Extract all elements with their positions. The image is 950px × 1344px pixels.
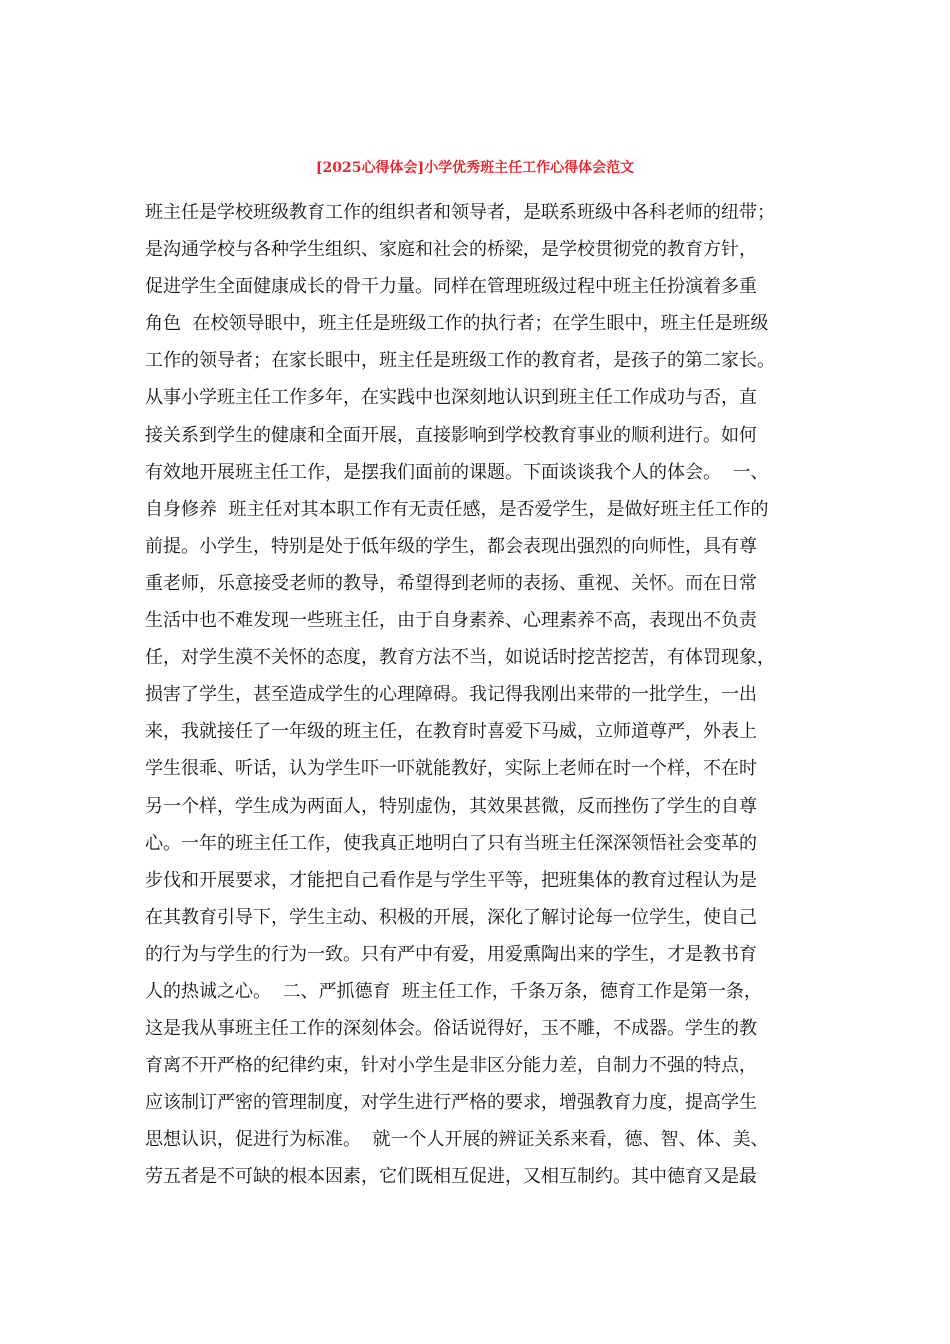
- body-text-line: 这是我从事班主任工作的深刻体会。俗话说得好，玉不雕，不成器。学生的教: [145, 1018, 757, 1040]
- body-text-line: 前提。小学生，特别是处于低年级的学生，都会表现出强烈的向师性，具有尊: [145, 535, 757, 557]
- body-text-line: 自身修养 班主任对其本职工作有无责任感，是否爱学生，是做好班主任工作的: [145, 498, 769, 520]
- body-text-line: 人的热诚之心。 二、严抓德育 班主任工作，千条万条，德育工作是第一条，: [145, 980, 762, 1002]
- body-text-line: 促进学生全面健康成长的骨干力量。同样在管理班级过程中班主任扮演着多重: [145, 276, 757, 298]
- body-text-line: 学生很乖、听话，认为学生吓一吓就能教好，实际上老师在时一个样，不在时: [145, 758, 757, 780]
- body-text-line: 从事小学班主任工作多年，在实践中也深刻地认识到班主任工作成功与否，直: [145, 387, 757, 409]
- body-text-line: 步伐和开展要求，才能把自己看作是与学生平等，把班集体的教育过程认为是: [145, 869, 757, 891]
- body-text-line: 角色 在校领导眼中，班主任是班级工作的执行者；在学生眼中，班主任是班级: [145, 313, 769, 335]
- document-body: [145, 194, 805, 1196]
- body-text-line: 在其教育引导下，学生主动、积极的开展，深化了解讨论每一位学生，使自己: [145, 906, 757, 928]
- body-text-line: 接关系到学生的健康和全面开展，直接影响到学校教育事业的顺利进行。如何: [145, 424, 757, 446]
- body-text-line: 重老师，乐意接受老师的教导，希望得到老师的表扬、重视、关怀。而在日常: [145, 572, 757, 594]
- body-text-line: 工作的领导者；在家长眼中，班主任是班级工作的教育者，是孩子的第二家长。: [145, 350, 775, 372]
- body-text-line: 的行为与学生的行为一致。只有严中有爱，用爱熏陶出来的学生，才是教书育: [145, 943, 757, 965]
- body-text-line: 心。一年的班主任工作，使我真正地明白了只有当班主任深深领悟社会变革的: [145, 832, 757, 854]
- body-text-line: 生活中也不难发现一些班主任，由于自身素养、心理素养不高，表现出不负责: [145, 610, 757, 632]
- body-text-line: 另一个样，学生成为两面人，特别虚伪，其效果甚微，反而挫伤了学生的自尊: [145, 795, 757, 817]
- body-text-line: 育离不开严格的纪律约束，针对小学生是非区分能力差，自制力不强的特点，: [145, 1055, 757, 1077]
- body-text-line: 班主任是学校班级教育工作的组织者和领导者，是联系班级中各科老师的纽带；: [145, 202, 775, 223]
- body-text-line: 应该制订严密的管理制度，对学生进行严格的要求，增强教育力度，提高学生: [145, 1092, 757, 1114]
- body-text-line: 有效地开展班主任工作，是摆我们面前的课题。下面谈谈我个人的体会。 一、: [145, 461, 769, 483]
- body-text-line: 来，我就接任了一年级的班主任，在教育时喜爱下马威，立师道尊严，外表上: [145, 721, 757, 743]
- body-text-line: 思想认识，促进行为标准。 就一个人开展的辨证关系来看，德、智、体、美、: [145, 1129, 769, 1151]
- body-text-line: 损害了学生，甚至造成学生的心理障碍。我记得我刚出来带的一批学生，一出: [145, 684, 757, 706]
- body-text-line: 劳五者是不可缺的根本因素，它们既相互促进，又相互制约。其中德育又是最: [145, 1166, 757, 1188]
- document-title: [2025心得体会]小学优秀班主任工作心得体会范文: [315, 160, 635, 176]
- body-text-line: 任，对学生漠不关怀的态度，教育方法不当，如说话时挖苦挖苦，有体罚现象，: [145, 647, 775, 669]
- body-text-line: 是沟通学校与各种学生组织、家庭和社会的桥梁，是学校贯彻党的教育方针，: [145, 239, 757, 261]
